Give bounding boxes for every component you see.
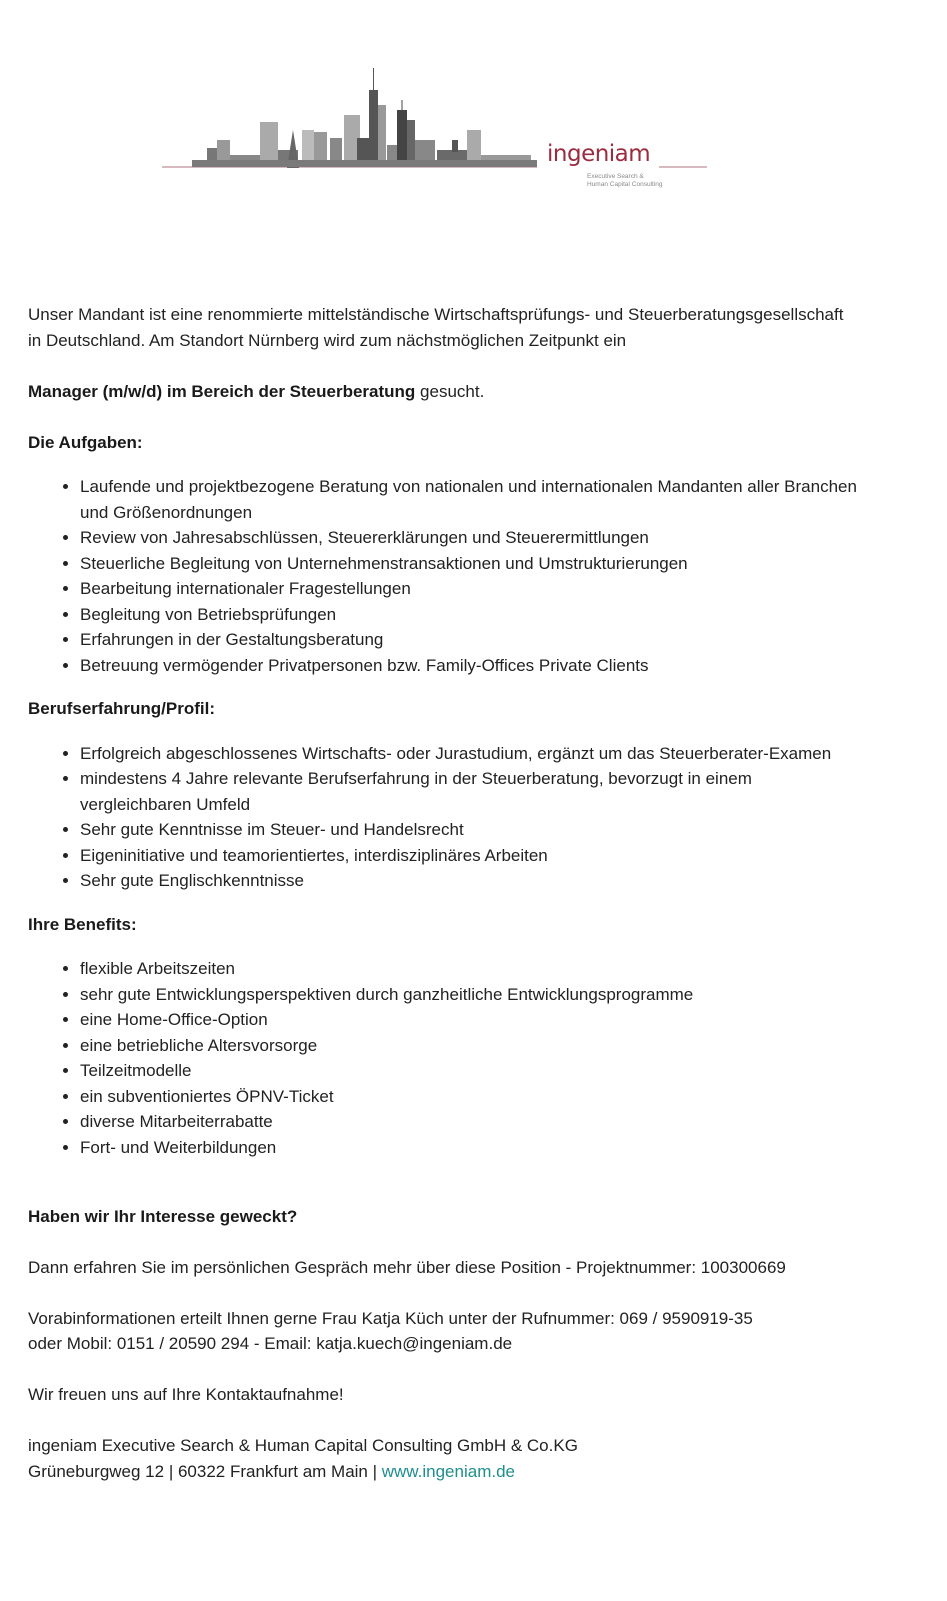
list-item: • Laufende und projektbezogene Beratung von nationalen und internationalen Mandanten aller Branchen und Größenordnungen	[80, 474, 858, 525]
job-posting	[28, 302, 858, 1510]
company-address: Grüneburgweg 12 | 60322 Frankfurt am Main |	[28, 1461, 382, 1481]
position-title: Manager (m/w/d) im Bereich der Steuerberatung	[28, 381, 416, 401]
tasks-list	[28, 474, 858, 678]
list-item: • flexible Arbeitszeiten	[80, 956, 858, 982]
contact-line-1: Vorabinformationen erteilt Ihnen gerne Frau Katja Küch unter der Rufnummer: 069 / 9590919-35	[28, 1308, 753, 1328]
list-item: • eine Home-Office-Option	[80, 1007, 858, 1033]
list-item: • eine betriebliche Altersvorsorge	[80, 1033, 858, 1059]
intro-paragraph: Unser Mandant ist eine renommierte mittelständische Wirtschaftsprüfungs- und Steuerberatungsgesellschaft in Deutschland. Am Standort Nürnberg wird zum nächstmöglichen Zeitpunkt ein	[28, 305, 844, 350]
list-item: • Teilzeitmodelle	[80, 1058, 858, 1084]
list-item: • Bearbeitung internationaler Fragestellungen	[80, 576, 858, 602]
list-item: • diverse Mitarbeiterrabatte	[80, 1109, 858, 1135]
list-item: • Fort- und Weiterbildungen	[80, 1135, 858, 1161]
list-item: • Erfahrungen in der Gestaltungsberatung	[80, 627, 858, 653]
company-footer	[28, 1433, 858, 1484]
list-item: • sehr gute Entwicklungsperspektiven durch ganzheitliche Entwicklungsprogramme	[80, 982, 858, 1008]
list-item: • Begleitung von Betriebsprüfungen	[80, 602, 858, 628]
project-paragraph: Dann erfahren Sie im persönlichen Gespräch mehr über diese Position - Projektnummer: 100300669	[28, 1257, 786, 1277]
contact-paragraph	[28, 1306, 858, 1357]
logo-brand-text: ingeniam	[547, 141, 651, 167]
cta-text: Wir freuen uns auf Ihre Kontaktaufnahme!	[28, 1385, 344, 1404]
contact-line-2: oder Mobil: 0151 / 20590 294 - Email: katja.kuech@ingeniam.de	[28, 1334, 513, 1353]
closing-heading: Haben wir Ihr Interesse geweckt?	[28, 1206, 298, 1226]
list-item: • Steuerliche Begleitung von Unternehmenstransaktionen und Umstrukturierungen	[80, 551, 858, 577]
list-item: • mindestens 4 Jahre relevante Berufserfahrung in der Steuerberatung, bevorzugt in einem vergleichbaren Umfeld	[80, 766, 858, 817]
list-item: • Sehr gute Englischkenntnisse	[80, 868, 858, 894]
website-link[interactable]: www.ingeniam.de	[381, 1461, 515, 1481]
profile-list	[28, 741, 858, 894]
logo-tagline: Executive Search & Human Capital Consulting	[587, 173, 663, 188]
company-name: ingeniam Executive Search & Human Capital Consulting GmbH & Co.KG	[28, 1436, 578, 1455]
list-item: • Review von Jahresabschlüssen, Steuererklärungen und Steuerermittlungen	[80, 525, 858, 551]
list-item: • ein subventioniertes ÖPNV-Ticket	[80, 1084, 858, 1110]
tasks-heading: Die Aufgaben:	[28, 432, 143, 452]
position-line	[28, 379, 858, 405]
list-item: • Eigeninitiative und teamorientiertes, interdisziplinäres Arbeiten	[80, 843, 858, 869]
profile-heading: Berufserfahrung/Profil:	[28, 699, 216, 718]
list-item: • Sehr gute Kenntnisse im Steuer- und Handelsrecht	[80, 817, 858, 843]
benefits-heading: Ihre Benefits:	[28, 914, 137, 934]
list-item: • Erfolgreich abgeschlossenes Wirtschafts- oder Jurastudium, ergänzt um das Steuerberater-Examen	[80, 741, 858, 767]
benefits-list	[28, 956, 858, 1160]
company-logo	[162, 60, 707, 200]
list-item: • Betreuung vermögender Privatpersonen bzw. Family-Offices Private Clients	[80, 653, 858, 679]
position-suffix: gesucht.	[415, 381, 485, 401]
